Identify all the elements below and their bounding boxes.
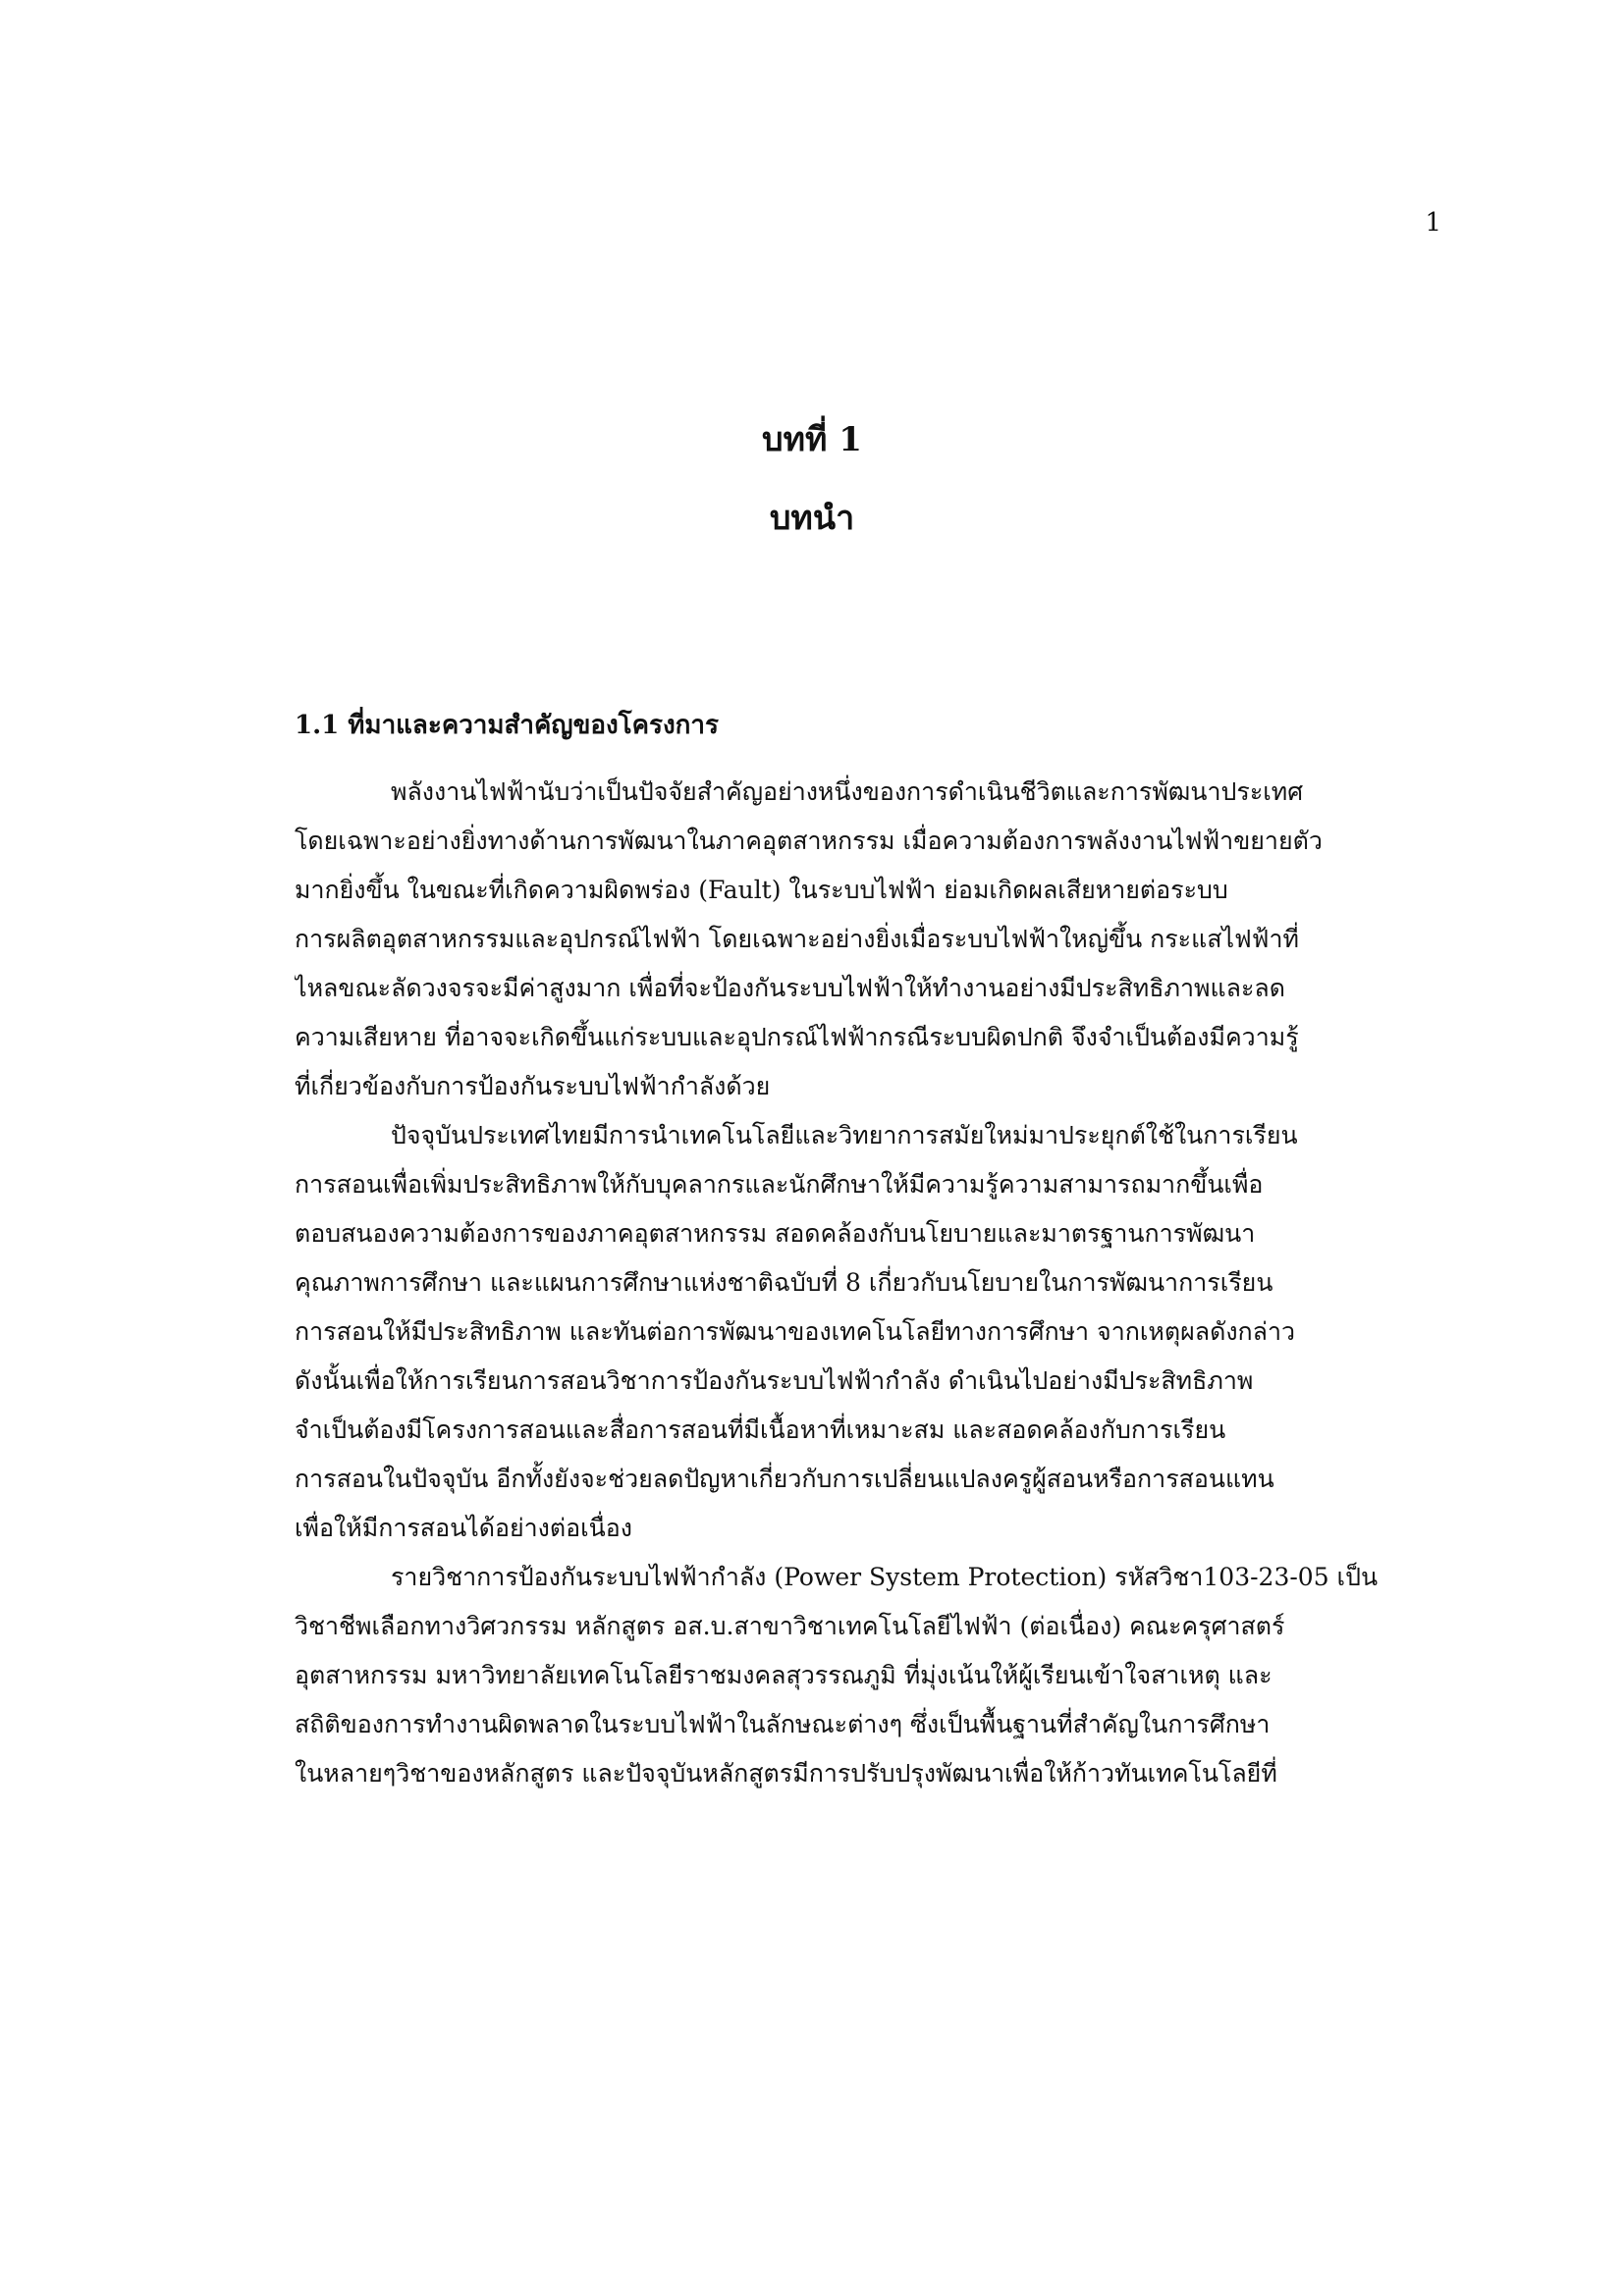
paragraph-1-line-4: การผลิตอุตสาหกรรมและอุปกรณ์ไฟฟ้า โดยเฉพาะอย่างยิ่งเมื่อระบบไฟฟ้าใหญ่ขึ้น กระแสไฟฟ้าที่ — [295, 925, 1299, 953]
paragraph-1-line-2: โดยเฉพาะอย่างยิ่งทางด้านการพัฒนาในภาคอุตสาหกรรม เมื่อความต้องการพลังงานไฟฟ้าขยายตัว — [295, 827, 1323, 855]
paragraph-3-line-1: รายวิชาการป้องกันระบบไฟฟ้ากำลัง (Power System Protection) รหัสวิชา103-23-05 เป็น — [391, 1563, 1379, 1591]
paragraph-2-line-9: เพื่อให้มีการสอนได้อย่างต่อเนื่อง — [295, 1514, 632, 1542]
paragraph-3-line-4: สถิติของการทำงานผิดพลาดในระบบไฟฟ้าในลักษณะต่างๆ ซึ่งเป็นพื้นฐานที่สำคัญในการศึกษา — [295, 1710, 1271, 1738]
paragraph-1-line-1: พลังงานไฟฟ้านับว่าเป็นปัจจัยสำคัญอย่างหนึ่งของการดำเนินชีวิตและการพัฒนาประเทศ — [391, 777, 1304, 806]
paragraph-2-line-8: การสอนในปัจจุบัน อีกทั้งยังจะช่วยลดปัญหาเกี่ยวกับการเปลี่ยนแปลงครูผู้สอนหรือการสอนแทน — [295, 1465, 1274, 1493]
paragraph-2-line-7: จำเป็นต้องมีโครงการสอนและสื่อการสอนที่มีเนื้อหาที่เหมาะสม และสอดคล้องกับการเรียน — [295, 1415, 1226, 1444]
paragraph-1-line-6: ความเสียหาย ที่อาจจะเกิดขึ้นแก่ระบบและอุปกรณ์ไฟฟ้ากรณีระบบผิดปกติ จึงจำเป็นต้องมีความรู้ — [295, 1023, 1299, 1051]
page-number: 1 — [1425, 208, 1441, 238]
chapter-number: บทที่ 1 — [762, 420, 862, 459]
paragraph-1-line-7: ที่เกี่ยวข้องกับการป้องกันระบบไฟฟ้ากำลังด้วย — [295, 1072, 771, 1100]
section-heading: 1.1 ที่มาและความสำคัญของโครงการ — [295, 711, 719, 740]
paragraph-1-line-3: มากยิ่งขึ้น ในขณะที่เกิดความผิดพร่อง (Fault) ในระบบไฟฟ้า ย่อมเกิดผลเสียหายต่อระบบ — [295, 876, 1228, 904]
paragraph-2-line-4: คุณภาพการศึกษา และแผนการศึกษาแห่งชาติฉบับที่ 8 เกี่ยวกับนโยบายในการพัฒนาการเรียน — [295, 1268, 1273, 1297]
paragraph-2-line-2: การสอนเพื่อเพิ่มประสิทธิภาพให้กับบุคลากรและนักศึกษาให้มีความรู้ความสามารถมากขึ้นเพื่อ — [295, 1170, 1264, 1199]
paragraph-3-line-5: ในหลายๆวิชาของหลักสูตร และปัจจุบันหลักสูตรมีการปรับปรุงพัฒนาเพื่อให้ก้าวทันเทคโนโลยีที่ — [295, 1759, 1277, 1788]
chapter-title: บทนำ — [769, 499, 855, 538]
paragraph-2-line-1: ปัจจุบันประเทศไทยมีการนำเทคโนโลยีและวิทยาการสมัยใหม่มาประยุกต์ใช้ในการเรียน — [391, 1121, 1298, 1149]
paragraph-1-line-5: ไหลขณะลัดวงจรจะมีค่าสูงมาก เพื่อที่จะป้องกันระบบไฟฟ้าให้ทำงานอย่างมีประสิทธิภาพและลด — [295, 974, 1285, 1002]
paragraph-3-line-3: อุตสาหกรรม มหาวิทยาลัยเทคโนโลยีราชมงคลสุวรรณภูมิ ที่มุ่งเน้นให้ผู้เรียนเข้าใจสาเหตุ และ — [295, 1661, 1272, 1689]
paragraph-2-line-5: การสอนให้มีประสิทธิภาพ และทันต่อการพัฒนาของเทคโนโลยีทางการศึกษา จากเหตุผลดังกล่าว — [295, 1317, 1296, 1346]
paragraph-3-line-2: วิชาชีพเลือกทางวิศวกรรม หลักสูตร อส.บ.สาขาวิชาเทคโนโลยีไฟฟ้า (ต่อเนื่อง) คณะครุศาสตร์ — [295, 1612, 1285, 1640]
paragraph-2-line-6: ดังนั้นเพื่อให้การเรียนการสอนวิชาการป้องกันระบบไฟฟ้ากำลัง ดำเนินไปอย่างมีประสิทธิภาพ — [295, 1366, 1254, 1395]
body-text — [295, 768, 1435, 1798]
paragraph-2-line-3: ตอบสนองความต้องการของภาคอุตสาหกรรม สอดคล้องกับนโยบายและมาตรฐานการพัฒนา — [295, 1219, 1256, 1248]
